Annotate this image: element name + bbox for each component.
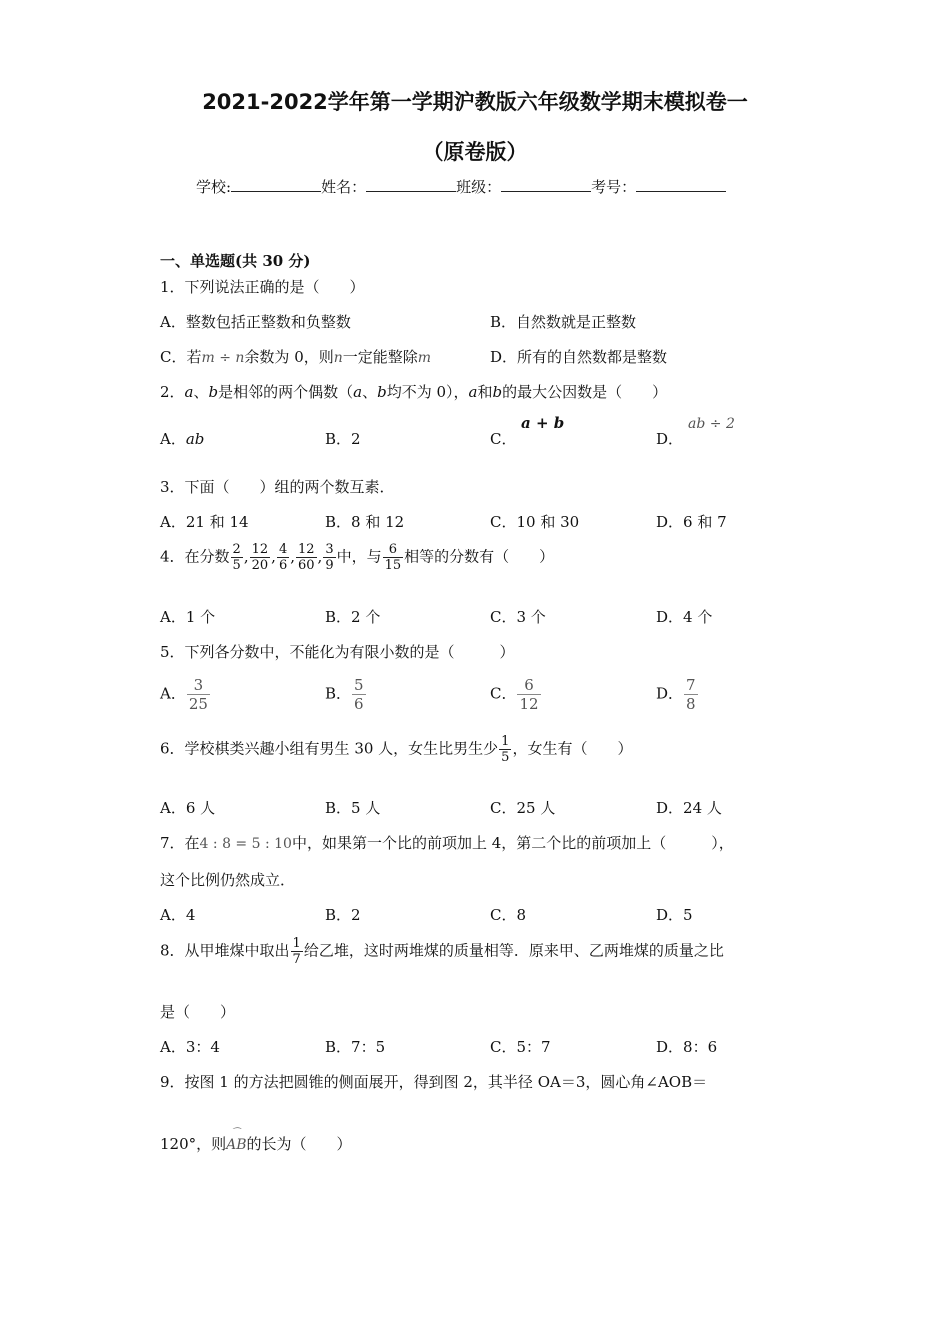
q2-sep: 、 — [193, 383, 209, 401]
class-blank[interactable] — [501, 177, 591, 192]
q1-option-d: D．所有的自然数都是整数 — [490, 348, 668, 366]
q7-proportion: 4 : 8 = 5 : 10 — [199, 836, 292, 852]
q5-d-fraction: $\frac{7}{8}$ — [686, 676, 696, 713]
q4-option-d: D．4 个 — [656, 608, 713, 626]
q2-mid2: 均不为 0）， — [386, 383, 469, 401]
q1-option-a: A．整数包括正整数和负整数 — [160, 313, 351, 331]
q4-fraction: $\frac{2}{5}$ — [232, 542, 241, 573]
q4-option-b: B．2 个 — [325, 608, 381, 626]
page-title: 2021-2022学年第一学期沪教版六年级数学期末模拟卷一 — [202, 90, 748, 114]
q6-pre: 6．学校棋类兴趣小组有男生 30 人，女生比男生少 — [160, 739, 499, 758]
q8-fraction: $\frac{1}{7}$ — [292, 936, 301, 967]
q5-option-b — [325, 676, 367, 713]
number-label: 考号： — [591, 178, 637, 196]
name-label: 姓名： — [321, 178, 367, 196]
school-label: 学校: — [196, 178, 232, 196]
arc-mark-icon: ⌒ — [231, 1128, 241, 1138]
q7-option-d: D．5 — [656, 906, 693, 924]
q8-option-a: A．3：4 — [160, 1038, 220, 1056]
q4-post: 相等的分数有（ ） — [404, 547, 555, 566]
q5-option-c — [490, 676, 542, 713]
q5-c-label: C． — [490, 684, 517, 703]
q8-pre: 8．从甲堆煤中取出 — [160, 941, 290, 960]
q7-pre: 7．在 — [160, 834, 200, 852]
q5-option-d — [656, 676, 699, 713]
q3-option-d: D．6 和 7 — [656, 513, 727, 531]
q1-c-expr: m ÷ n — [201, 350, 245, 366]
q4-mid: 中，与 — [336, 547, 382, 566]
q4-comma: , — [243, 547, 249, 566]
q5-d-label: D． — [656, 684, 684, 703]
q2-mid: 是相邻的两个偶数（ — [218, 383, 354, 401]
q2-var-b: b — [208, 383, 219, 401]
q7-stem — [160, 832, 734, 853]
student-info-line — [196, 176, 726, 197]
q8-stem-line2: 是（ ） — [160, 1003, 236, 1021]
q4-fraction: $\frac{4}{6}$ — [278, 542, 288, 573]
q2-var-a: a — [468, 383, 478, 401]
q4-option-a: A．1 个 — [160, 608, 216, 626]
q6-fraction: $\frac{1}{5}$ — [501, 734, 510, 765]
q5-stem: 5．下列各分数中，不能化为有限小数的是（ ） — [160, 643, 515, 661]
class-label: 班级： — [456, 178, 502, 196]
q1-c-n: n — [333, 350, 343, 366]
q6-option-c: C．25 人 — [490, 799, 556, 817]
q2-stem — [160, 381, 667, 402]
q8-post: 给乙堆，这时两堆煤的质量相等．原来甲、乙两堆煤的质量之比 — [303, 941, 724, 960]
q6-option-b: B．5 人 — [325, 799, 381, 817]
q7-option-b: B．2 — [325, 906, 361, 924]
q6-stem — [160, 734, 632, 765]
q2-var-a: a — [184, 383, 194, 401]
q2-a-value: ab — [185, 430, 205, 448]
q8-option-c: C．5：7 — [490, 1038, 551, 1056]
school-blank[interactable] — [231, 177, 321, 192]
q5-b-fraction: $\frac{5}{6}$ — [354, 676, 364, 713]
q5-a-fraction: $\frac{3}{25}$ — [188, 676, 208, 713]
q2-option-b: B．2 — [325, 430, 361, 448]
q6-post: ，女生有（ ） — [512, 739, 633, 758]
q2-option-c — [490, 428, 516, 449]
q2-option-d — [656, 428, 683, 449]
q5-b-label: B． — [325, 684, 352, 703]
q4-fraction: $\frac{12}{20}$ — [251, 542, 269, 573]
q8-stem — [160, 936, 724, 967]
q4-option-c: C．3 个 — [490, 608, 546, 626]
q7-post: 中，如果第一个比的前项加上 4，第二个比的前项加上（ ）， — [291, 834, 734, 852]
q6-option-d: D．24 人 — [656, 799, 722, 817]
q1-c-pre: C．若 — [160, 348, 202, 366]
q2-var-b: b — [492, 383, 503, 401]
q3-option-c: C．10 和 30 — [490, 513, 580, 531]
q2-post: 的最大公因数是（ ） — [502, 383, 668, 401]
q8-option-d: D．8：6 — [656, 1038, 718, 1056]
q6-option-a: A．6 人 — [160, 799, 216, 817]
q5-option-a — [160, 676, 211, 713]
q9-pre: 120°，则 — [160, 1135, 227, 1153]
q4-stem — [160, 542, 554, 573]
q2-pre: 2． — [160, 383, 185, 401]
q9-arc-ab: ⌒ AB — [226, 1137, 246, 1153]
q3-option-a: A．21 和 14 — [160, 513, 249, 531]
q1-option-b: B．自然数就是正整数 — [490, 313, 637, 331]
q2-option-a — [160, 428, 204, 449]
q1-c-post: 一定能整除 — [342, 348, 418, 366]
q2-sep: 、 — [362, 383, 378, 401]
q4-comma: , — [271, 547, 276, 566]
q9-stem: 9．按图 1 的方法把圆锥的侧面展开，得到图 2，其半径 OA＝3，圆心角∠AOB＝ — [160, 1073, 708, 1091]
q2-c-label: C． — [490, 430, 517, 448]
name-blank[interactable] — [366, 177, 456, 192]
q2-c-value: a + b — [521, 414, 565, 432]
q1-option-c — [160, 346, 431, 367]
q4-fraction: $\frac{12}{60}$ — [298, 542, 315, 573]
q5-a-label: A． — [160, 684, 186, 703]
q9-stem-line2 — [160, 1128, 352, 1154]
section-heading: 一、单选题(共 30 分) — [160, 252, 311, 270]
q2-var-a: a — [353, 383, 363, 401]
q3-stem: 3．下面（ ）组的两个数互素． — [160, 478, 395, 496]
q7-option-c: C．8 — [490, 906, 527, 924]
q3-option-b: B．8 和 12 — [325, 513, 405, 531]
q4-comma: , — [317, 547, 323, 566]
number-blank[interactable] — [636, 177, 726, 192]
q4-pre: 4．在分数 — [160, 547, 230, 566]
q1-c-mid: 余数为 0，则 — [244, 348, 334, 366]
q9-post: 的长为（ ） — [246, 1135, 352, 1153]
q7-option-a: A．4 — [160, 906, 196, 924]
q7-stem-line2: 这个比例仍然成立． — [160, 871, 296, 889]
q1-stem: 1．下列说法正确的是（ ） — [160, 278, 365, 296]
q4-comma: , — [290, 547, 295, 566]
q8-option-b: B．7：5 — [325, 1038, 386, 1056]
q4-fraction: $\frac{3}{9}$ — [325, 542, 334, 573]
q2-a-label: A． — [160, 430, 186, 448]
q2-var-b: b — [377, 383, 387, 401]
page-subtitle: （原卷版） — [422, 140, 528, 164]
q4-target-fraction: $\frac{6}{15}$ — [384, 542, 402, 573]
q2-d-value: ab ÷ 2 — [688, 416, 735, 432]
q1-c-m: m — [417, 350, 432, 366]
q5-c-fraction: $\frac{6}{12}$ — [519, 676, 539, 713]
q2-d-label: D． — [656, 430, 684, 448]
q2-and: 和 — [477, 383, 493, 401]
